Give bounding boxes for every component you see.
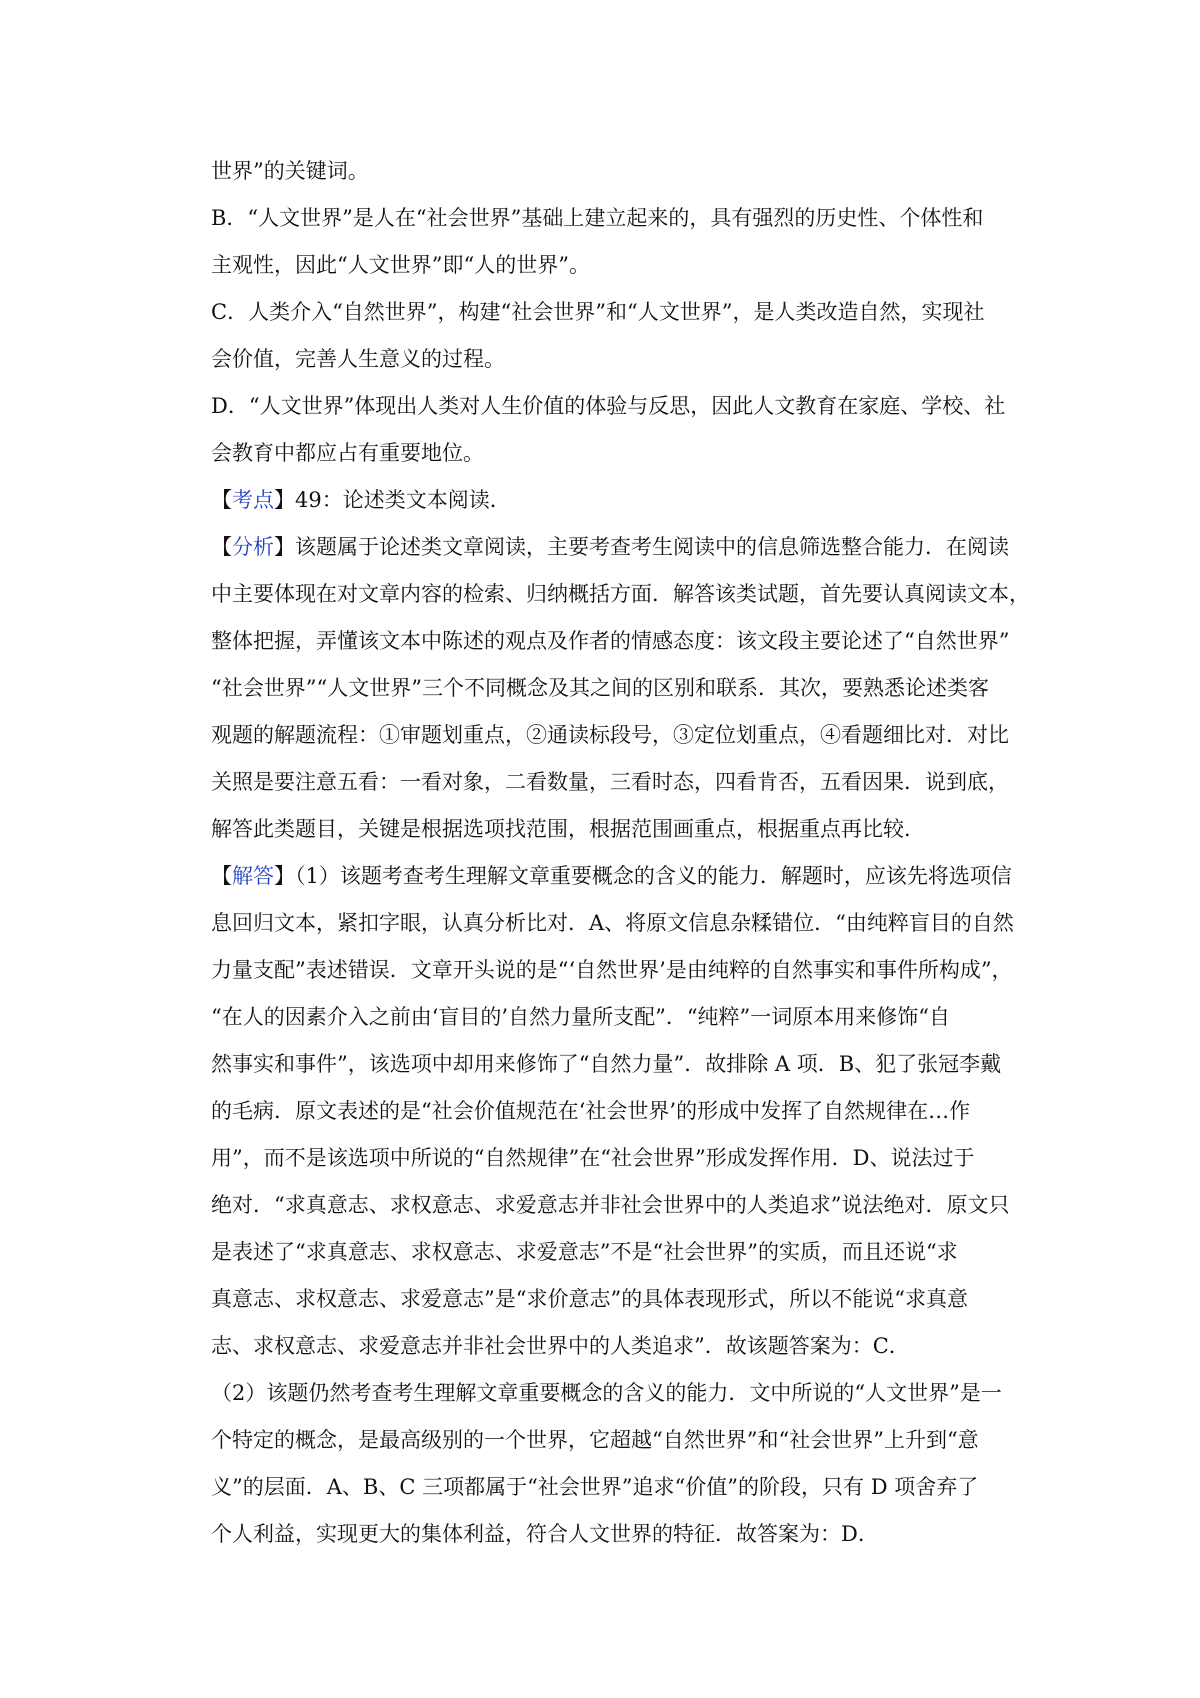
fenxi-line-first (211, 524, 1031, 571)
kaodian-label: 考点 (232, 488, 274, 512)
text-line: 会价值，完善人生意义的过程。 (211, 347, 505, 371)
text-line: 中主要体现在对文章内容的检索、归纳概括方面．解答该类试题，首先要认真阅读文本， (211, 582, 1030, 606)
kaodian-bracket-close: 】 (274, 488, 295, 512)
fenxi-paragraph (211, 571, 1031, 853)
text-line: 义”的层面．A、B、C 三项都属于“社会世界”追求“价值”的阶段，只有 D 项舍弃了 (211, 1475, 979, 1499)
text-line: 世界”的关键词。 (211, 159, 369, 183)
jieda-line-first (211, 853, 1031, 900)
text-line: 真意志、求权意志、求爱意志”是“求价意志”的具体表现形式，所以不能说“求真意 (211, 1287, 968, 1311)
jieda-label: 解答 (232, 864, 274, 888)
answer-options-block (211, 148, 1031, 477)
text-line: 关照是要注意五看：一看对象，二看数量，三看时态，四看肯否，五看因果．说到底， (211, 770, 1009, 794)
fenxi-bracket-open: 【 (211, 535, 232, 559)
text-line: 力量支配”表述错误．文章开头说的是“‘自然世界’是由纯粹的自然事实和事件所构成”， (211, 958, 1013, 982)
text-line: （2）该题仍然考查考生理解文章重要概念的含义的能力．文中所说的“人文世界”是一 (211, 1381, 1002, 1405)
jieda-first-text: （1）该题考查考生理解文章重要概念的含义的能力．解题时，应该先将选项信 (295, 864, 1012, 888)
text-line: 解答此类题目，关键是根据选项找范围，根据范围画重点，根据重点再比较． (211, 817, 925, 841)
jieda-bracket-open: 【 (211, 864, 232, 888)
text-line: 息回归文本，紧扣字眼，认真分析比对．A、将原文信息杂糅错位．“由纯粹盲目的自然 (211, 911, 1014, 935)
text-line: 个特定的概念，是最高级别的一个世界，它超越“自然世界”和“社会世界”上升到“意 (211, 1428, 979, 1452)
fenxi-bracket-close: 】 (274, 535, 295, 559)
text-line: 用”，而不是该选项中所说的“自然规律”在“社会世界”形成发挥作用．D、说法过于 (211, 1146, 975, 1170)
text-line: B．“人文世界”是人在“社会世界”基础上建立起来的，具有强烈的历史性、个体性和 (211, 206, 984, 230)
text-line: 的毛病．原文表述的是“社会价值规范在‘社会世界’的形成中发挥了自然规律在…作 (211, 1099, 971, 1123)
text-line: 主观性，因此“人文世界”即“人的世界”。 (211, 253, 590, 277)
fenxi-first-text: 该题属于论述类文章阅读，主要考查考生阅读中的信息筛选整合能力．在阅读 (295, 535, 1009, 559)
text-line: “社会世界”“人文世界”三个不同概念及其之间的区别和联系．其次，要熟悉论述类客 (211, 676, 989, 700)
text-line: 志、求权意志、求爱意志并非社会世界中的人类追求”．故该题答案为：C． (211, 1334, 910, 1358)
text-line: 观题的解题流程：①审题划重点，②通读标段号，③定位划重点，④看题细比对．对比 (211, 723, 1009, 747)
jieda-bracket-close: 】 (274, 864, 295, 888)
text-line: 个人利益，实现更大的集体利益，符合人文世界的特征．故答案为：D． (211, 1522, 879, 1546)
text-line: 然事实和事件”，该选项中却用来修饰了“自然力量”．故排除 A 项．B、犯了张冠李戴 (211, 1052, 1002, 1076)
text-line: “在人的因素介入之前由‘盲目的’自然力量所支配”．“纯粹”一词原本用来修饰“自 (211, 1005, 951, 1029)
text-line: C．人类介入“自然世界”，构建“社会世界”和“人文世界”，是人类改造自然，实现社 (211, 300, 985, 324)
text-line: 会教育中都应占有重要地位。 (211, 441, 484, 465)
text-line: 是表述了“求真意志、求权意志、求爱意志”不是“社会世界”的实质，而且还说“求 (211, 1240, 958, 1264)
kaodian-bracket-open: 【 (211, 488, 232, 512)
kaodian-text: 49：论述类文本阅读． (295, 488, 511, 512)
fenxi-label: 分析 (232, 535, 274, 559)
text-line: D．“人文世界”体现出人类对人生价值的体验与反思，因此人文教育在家庭、学校、社 (211, 394, 1006, 418)
kaodian-line (211, 477, 1031, 524)
jieda-paragraph (211, 900, 1031, 1558)
document-body (211, 148, 1031, 1558)
text-line: 整体把握，弄懂该文本中陈述的观点及作者的情感态度：该文段主要论述了“自然世界” (211, 629, 1010, 653)
text-line: 绝对．“求真意志、求权意志、求爱意志并非社会世界中的人类追求”说法绝对．原文只 (211, 1193, 1010, 1217)
